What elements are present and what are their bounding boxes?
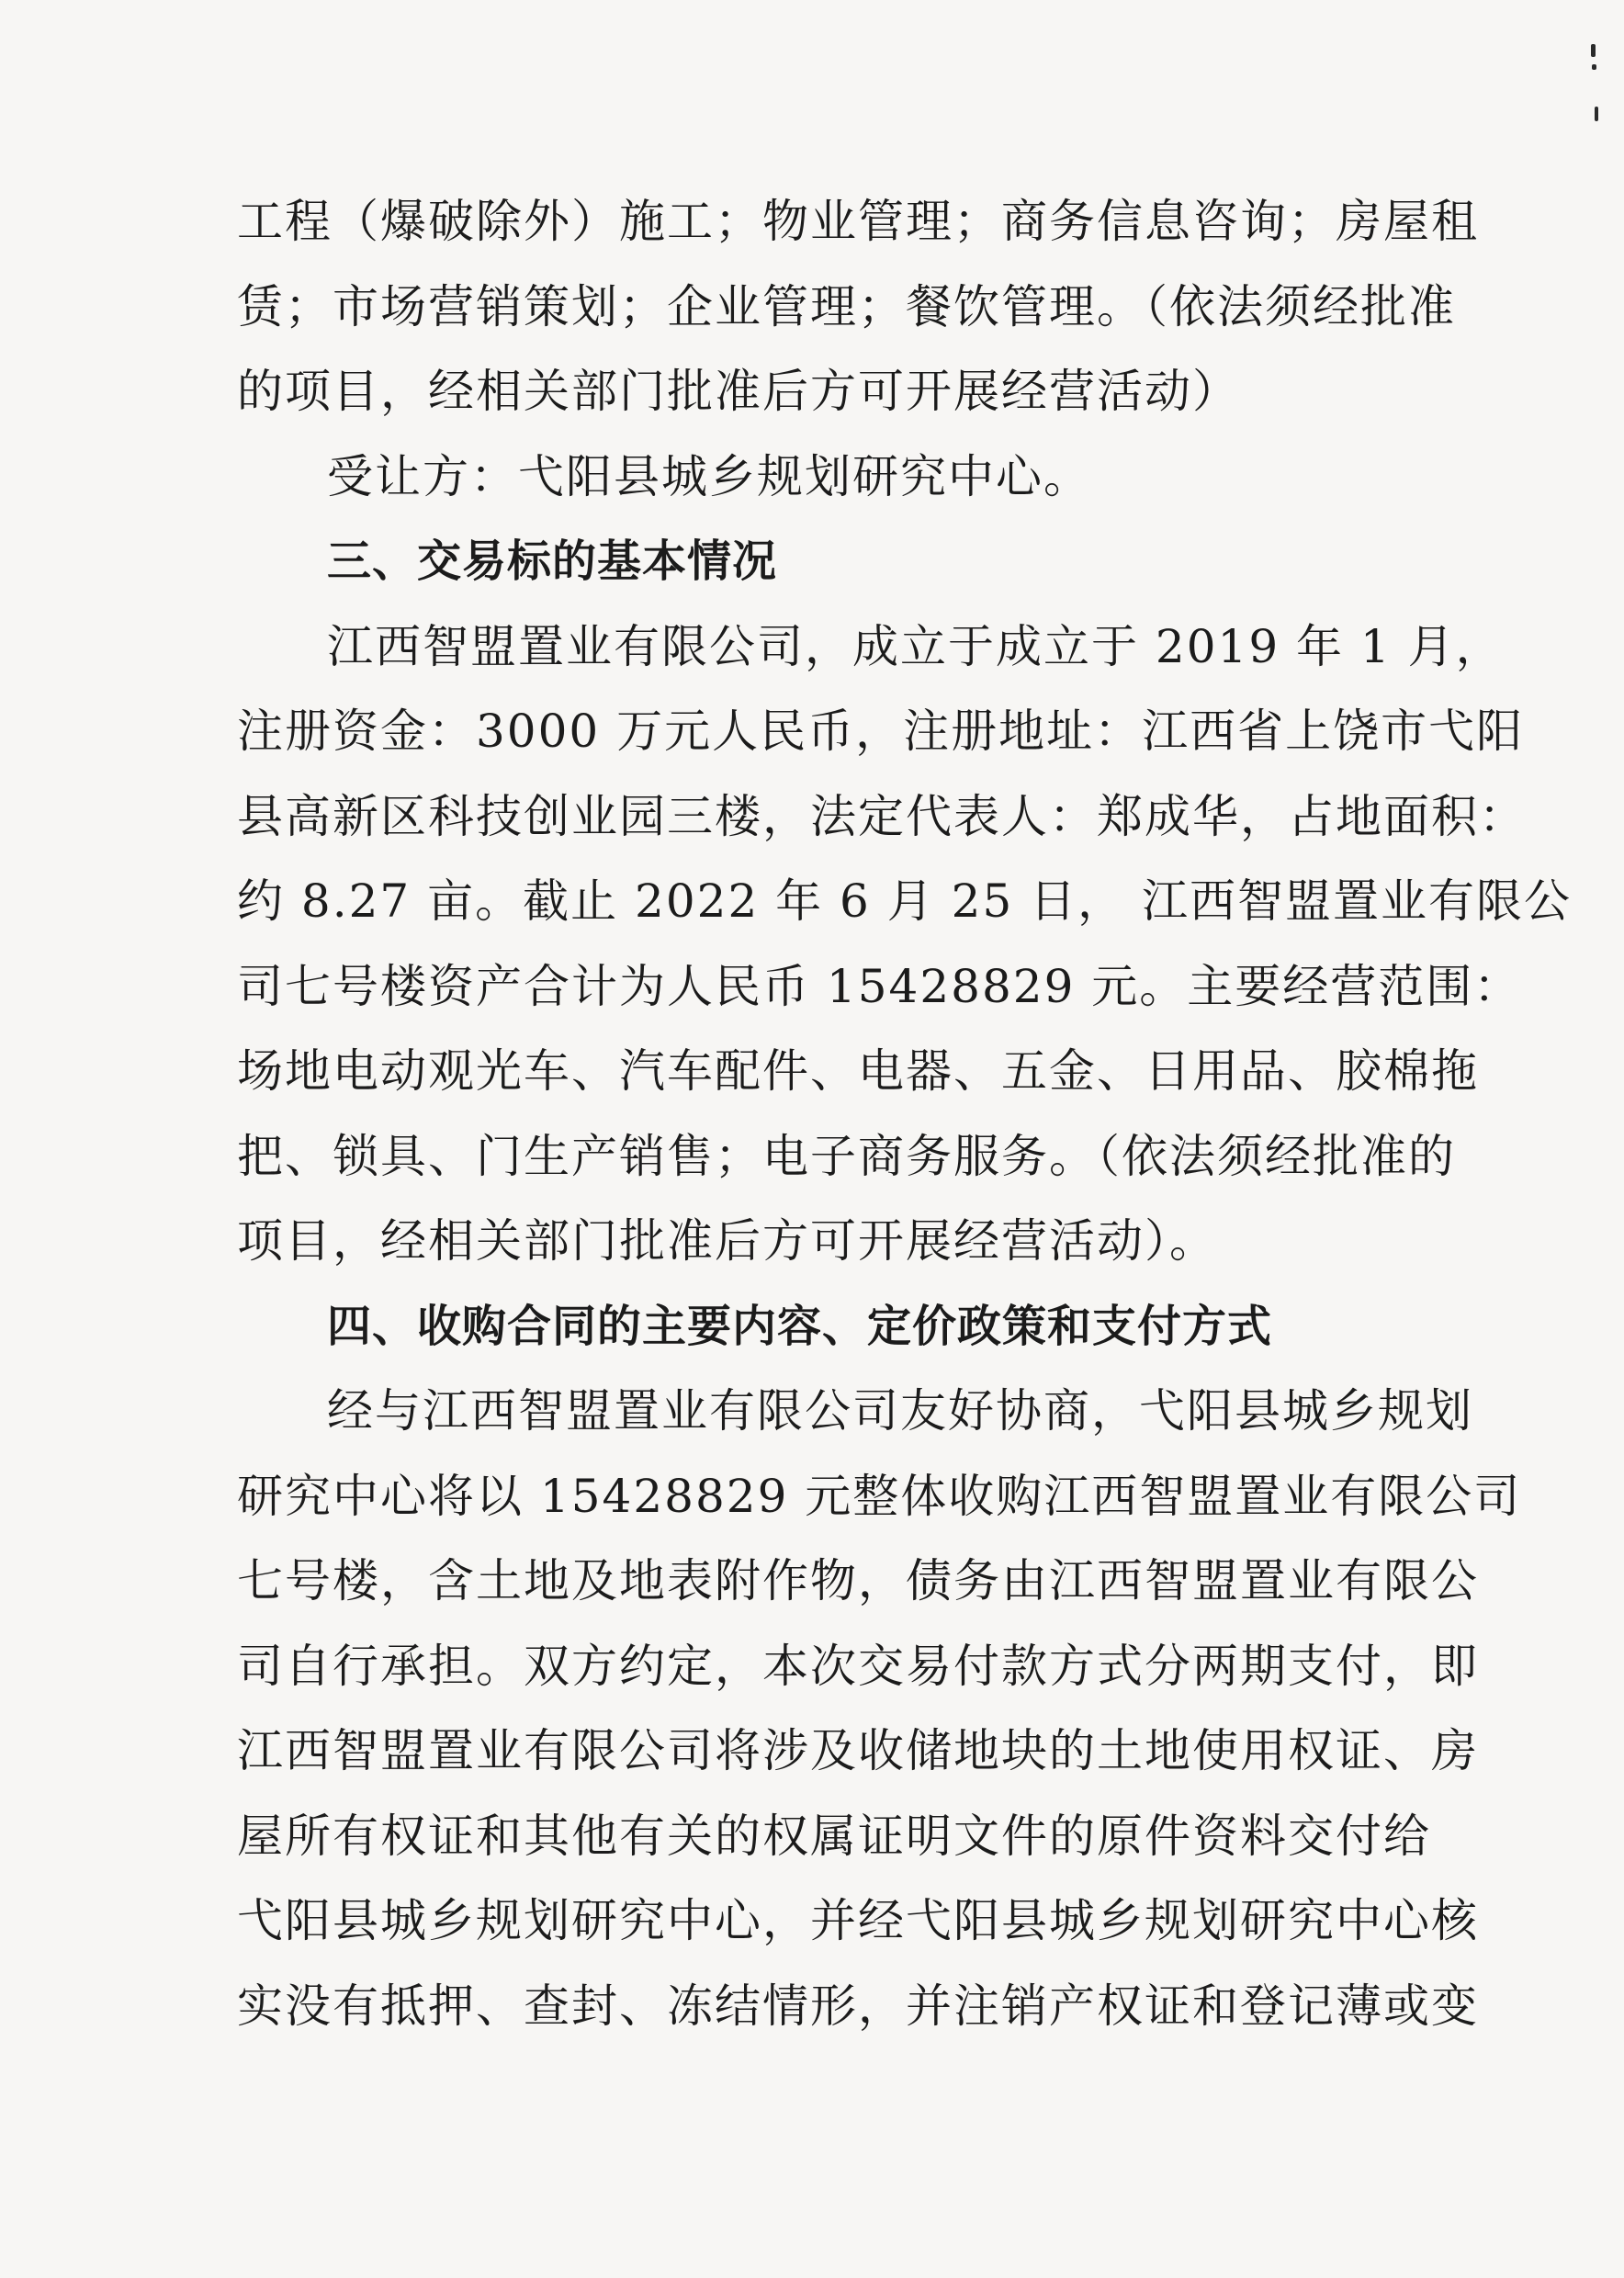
body-line: 江西智盟置业有限公司，成立于成立于 2019 年 1 月， — [327, 619, 1504, 673]
body-line: 司七号楼资产合计为人民币 15428829 元。主要经营范围： — [237, 959, 1522, 1013]
body-line: 工程（爆破除外）施工；物业管理；商务信息咨询；房屋租 — [237, 195, 1479, 248]
body-line: 弋阳县城乡规划研究中心，并经弋阳县城乡规划研究中心核 — [237, 1894, 1479, 1947]
body-line: 七号楼，含土地及地表附作物，债务由江西智盟置业有限公 — [237, 1554, 1479, 1607]
body-line: 的项目，经相关部门批准后方可开展经营活动） — [237, 365, 1240, 418]
body-line: 司自行承担。双方约定，本次交易付款方式分两期支付，即 — [237, 1639, 1479, 1693]
body-line: 项目，经相关部门批准后方可开展经营活动）。 — [237, 1214, 1217, 1268]
body-line: 经与江西智盟置业有限公司友好协商，弋阳县城乡规划 — [327, 1384, 1473, 1438]
document-body — [237, 179, 1573, 2048]
body-line: 注册资金：3000 万元人民币，注册地址：江西省上饶市弋阳 — [237, 705, 1525, 758]
section-heading-4: 四、收购合同的主要内容、定价政策和支付方式 — [327, 1300, 1273, 1352]
body-line: 县高新区科技创业园三楼，法定代表人：郑成华，占地面积： — [237, 789, 1527, 843]
transferee-line: 受让方：弋阳县城乡规划研究中心。 — [327, 449, 1091, 503]
scan-mark — [1591, 44, 1596, 57]
body-line: 把、锁具、门生产销售；电子商务服务。（依法须经批准的 — [237, 1129, 1456, 1183]
section-heading-3: 三、交易标的基本情况 — [327, 536, 778, 587]
body-line: 江西智盟置业有限公司将涉及收储地块的土地使用权证、房 — [237, 1724, 1479, 1777]
body-line: 实没有抵押、查封、冻结情形，并注销产权证和登记薄或变 — [237, 1979, 1479, 2033]
scan-mark — [1592, 64, 1596, 70]
body-line: 场地电动观光车、汽车配件、电器、五金、日用品、胶棉拖 — [237, 1044, 1479, 1098]
body-line: 赁；市场营销策划；企业管理；餐饮管理。（依法须经批准 — [237, 279, 1456, 333]
scan-margin-marks — [1585, 37, 1604, 147]
scan-mark — [1595, 107, 1598, 121]
body-line: 研究中心将以 15428829 元整体收购江西智盟置业有限公司 — [237, 1469, 1522, 1523]
body-line: 约 8.27 亩。截止 2022 年 6 月 25 日， 江西智盟置业有限公 — [237, 874, 1573, 928]
body-line: 屋所有权证和其他有关的权属证明文件的原件资料交付给 — [237, 1809, 1431, 1863]
